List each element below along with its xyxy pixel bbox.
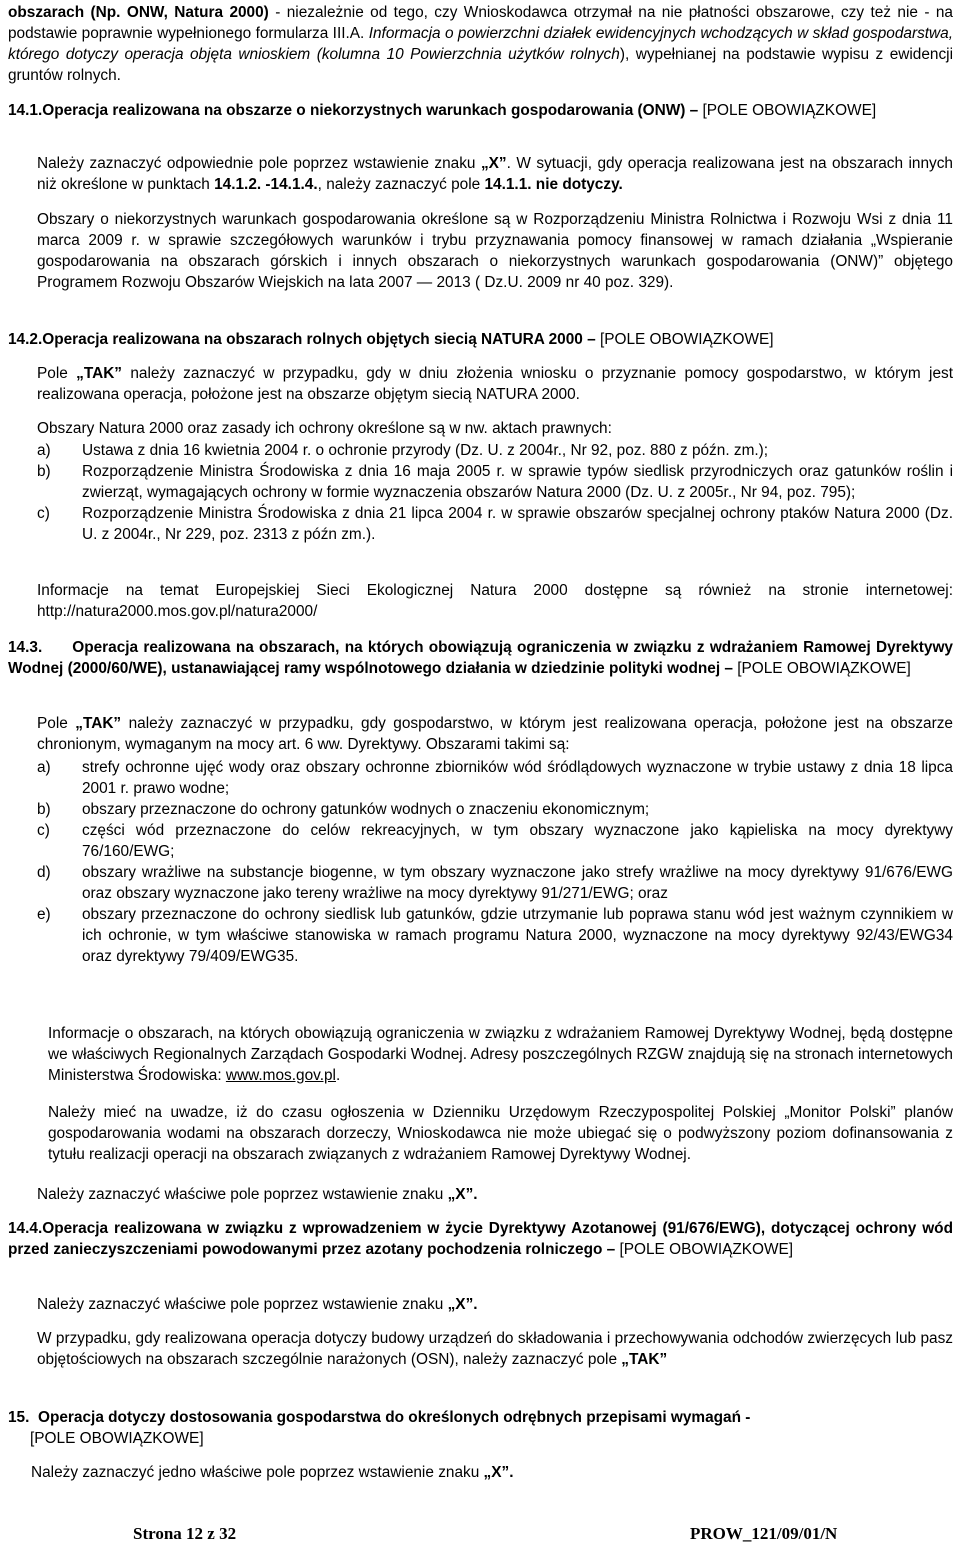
text: . W sytuacji, gdy operacja realizowana jest na obszarach innych niż określone w punktach [37,155,953,193]
list-marker: a) [37,759,51,776]
section-14-3-mark-instruction [37,1184,953,1205]
intro-text-end: ), wypełnianej na podstawie wypisu z ewidencji gruntów rolnych. [8,46,954,84]
list-item-text: obszary wrażliwe na substancje biogenne, w tym obszary wyznaczone jako strefy wrażliwe na mocy dyrektywy 91/676/EWG oraz obszary wyznaczone jako tereny wrażliwe na mocy dyrektywy 91/271/EWG; oraz [82,864,953,902]
section-title: Operacja realizowana na obszarach rolnych objętych siecią NATURA 2000 – [42,331,596,348]
section-15-heading [8,1407,953,1449]
list-item-text: Ustawa z dnia 16 kwietnia 2004 r. o ochronie przyrody (Dz. U. z 2004r., Nr 92, poz. 880 z późn. zm.); [82,442,769,459]
section-14-1-instruction [37,153,953,195]
text: W przypadku, gdy realizowana operacja dotyczy budowy urządzeń do składowania i przechowywania odchodów zwierzęcych lub pasz objętościowych na obszarach szczególnie narażonych (OSN), należy zaznaczyć pole [37,1330,953,1368]
ministry-website-link[interactable]: www.mos.gov.pl [225,1067,336,1084]
text: Należy zaznaczyć jedno właściwe pole poprzez wstawienie znaku [31,1464,484,1481]
mark-x: „X”. [483,1464,514,1481]
section-14-2-natura-info: Informacje na temat Europejskiej Sieci Ekologicznej Natura 2000 dostępne są również na stronie internetowej: http://natura2000.mos.gov.pl/natura2000/ [37,582,953,620]
text: . [335,1067,341,1084]
mark-x: „X”. [447,1186,478,1203]
section-14-1-regulation: Obszary o niekorzystnych warunkach gospodarowania określone są w Rozporządzeniu Ministra Rolnictwa i Rozwoju Wsi z dnia 11 marca 2009 r. w sprawie szczegółowych warunków i trybu przyznawania pomocy finansowej w ramach działania „Wspieranie gospodarowania na obszarach górskich i innych obszarach o niekorzystnych warunkach gospodarowania (ONW)” objętego Programem Rozwoju Obszarów Wiejskich na lata 2007 — 2013 ( Dz.U. 2009 nr 40 poz. 329). [37,211,953,291]
intro-paragraph [8,2,953,86]
section-14-1-heading [8,100,953,121]
mark-x: „X”. [447,1296,478,1313]
section-14-4-mark-instruction [37,1294,953,1315]
section-title: Operacja realizowana na obszarze o niekorzystnych warunkach gospodarowania (ONW) – [42,102,699,119]
section-14-2-instruction [37,363,953,405]
list-item-text: Rozporządzenie Ministra Środowiska z dnia 16 maja 2005 r. w sprawie typów siedlisk przyrodniczych oraz gatunków roślin i zwierząt, wymagających ochrony w formie wyznaczenia obszarów Natura 2000 (Dz. U. z 2005r., Nr 94, poz. 795); [82,463,953,501]
section-number: 15. [8,1409,30,1426]
section-14-4-osn-instruction [37,1328,953,1370]
section-14-3-instruction [37,713,953,755]
section-14-3-areas-list [37,757,953,967]
section-14-4-heading [8,1218,953,1260]
mandatory-field-tag: [POLE OBOWIĄZKOWE] [30,1430,204,1447]
list-marker: e) [37,906,51,923]
list-item-text: strefy ochronne ujęć wody oraz obszary ochronne zbiorników wód śródlądowych wyznaczone w trybie ustawy z dnia 18 lipca 2001 r. prawo wodne; [82,759,953,797]
mandatory-field-tag: [POLE OBOWIĄZKOWE] [737,660,911,677]
section-14-2-acts-list [37,440,953,545]
section-number: 14.2. [8,331,43,348]
text: Należy zaznaczyć właściwe pole poprzez wstawienie znaku [37,1186,448,1203]
section-14-3-notice: Należy mieć na uwadze, iż do czasu ogłoszenia w Dzienniku Urzędowym Rzeczypospolitej Polskiej „Monitor Polski” planów gospodarowania wodami na obszarach dorzeczy, Wnioskodawca nie może ubiegać się o podwyższony poziom dofinansowania z tytułu realizacji operacji na obszarach związanych z wdrażaniem Ramowej Dyrektywy Wodnej. [48,1104,953,1163]
section-title: Operacja dotyczy dostosowania gospodarstwa do określonych odrębnych przepisami wymagań - [38,1409,751,1426]
text: Należy zaznaczyć odpowiednie pole poprzez wstawienie znaku [37,155,481,172]
intro-italic-text: Informacja o powierzchni działek ewidencyjnych wchodzących w skład gospodarstwa, którego dotyczy operacja objęta wnioskiem (kolumna 10 Powierzchnia użytków rolnych [8,25,954,63]
list-item-text: Rozporządzenie Ministra Środowiska z dnia 21 lipca 2004 r. w sprawie obszarów specjalnej ochrony ptaków Natura 2000 (Dz. U. z 2004r., Nr 229, poz. 2313 z późn zm.). [82,505,953,543]
mandatory-field-tag: [POLE OBOWIĄZKOWE] [702,102,877,119]
section-number: 14.1. [8,102,43,119]
intro-text: - niezależnie od tego, czy Wnioskodawca otrzymał na nie płatności obszarowe, czy też nie - na podstawie poprawnie wypełnionego formularza III.A. [8,4,953,42]
list-item [37,904,953,967]
section-number: 14.3. [8,639,43,656]
not-applicable-field: 14.1.1. nie dotyczy. [484,176,623,193]
section-14-2-acts-intro: Obszary Natura 2000 oraz zasady ich ochrony określone są w nw. aktach prawnych: [37,420,612,437]
text: należy zaznaczyć w przypadku, gdy w dniu złożenia wniosku o przyznanie pomocy gospodarstwo, w którym jest realizowana operacja, położone jest na obszarze objętym siecią NATURA 2000. [37,365,953,403]
section-number: 14.4. [8,1220,43,1237]
text: należy zaznaczyć w przypadku, gdy gospodarstwo, w którym jest realizowana operacja, położone jest na obszarze chronionym, wymaganym na mocy art. 6 ww. Dyrektywy. Obszarami takimi są: [37,715,953,753]
section-15-instruction [31,1462,947,1483]
list-marker: c) [37,822,50,839]
mandatory-field-tag: [POLE OBOWIĄZKOWE] [599,331,774,348]
text: Pole [37,715,76,732]
text: , należy zaznaczyć pole [317,176,485,193]
list-item [37,440,953,461]
mandatory-field-tag: [POLE OBOWIĄZKOWE] [619,1241,794,1258]
list-item [37,799,953,820]
text: Należy zaznaczyć właściwe pole poprzez wstawienie znaku [37,1296,448,1313]
list-item [37,757,953,799]
mark-x: „X” [480,155,507,172]
list-marker: b) [37,463,51,480]
tak-field: „TAK” [76,365,123,382]
form-code: PROW_121/09/01/N [690,1524,838,1543]
tak-field: „TAK” [75,715,122,732]
section-14-3-heading [8,637,953,679]
point-range: 14.1.2. -14.1.4. [214,176,318,193]
list-item [37,862,953,904]
list-marker: a) [37,442,51,459]
page-number: Strona 12 z 32 [133,1524,237,1543]
list-marker: d) [37,864,51,881]
list-marker: b) [37,801,51,818]
section-14-2-heading [8,329,953,350]
section-14-3-rzgw-info [48,1023,953,1086]
intro-bold-text: obszarach (Np. ONW, Natura 2000) [8,4,269,21]
text: Informacje o obszarach, na których obowiązują ograniczenia w związku z wdrażaniem Ramowej Dyrektywy Wodnej, będą dostępne we właściwych Regionalnych Zarządach Gospodarki Wodnej. Adresy poszczególnych RZGW znajdują się na stronach internetowych Ministerstwa Środowiska: [48,1025,953,1084]
list-item-text: obszary przeznaczone do ochrony gatunków wodnych o znaczeniu ekonomicznym; [82,801,650,818]
list-marker: c) [37,505,50,522]
list-item-text: części wód przeznaczone do celów rekreacyjnych, w tym obszary wyznaczone jako kąpieliska na mocy dyrektywy 76/160/EWG; [82,822,953,860]
section-title: Operacja realizowana na obszarach, na których obowiązują ograniczenia w związku z wdrażaniem Ramowej Dyrektywy Wodnej (2000/60/WE), ustanawiającej ramy wspólnotowego działania w dziedzinie polityki wodnej – [8,639,953,677]
tak-field: „TAK” [621,1351,668,1368]
list-item-text: obszary przeznaczone do ochrony siedlisk lub gatunków, gdzie utrzymanie lub poprawa stanu wód jest ważnym czynnikiem w ich ochronie, w tym właściwe stanowiska w ramach programu Natura 2000, wyznaczone na mocy dyrektywy 92/43/EWG34 oraz dyrektywy 79/409/EWG35. [82,906,953,965]
list-item [37,503,953,545]
text: Pole [37,365,77,382]
list-item [37,461,953,503]
list-item [37,820,953,862]
section-title: Operacja realizowana w związku z wprowadzeniem w życie Dyrektywy Azotanowej (91/676/EWG), dotyczącej ochrony wód przed zanieczyszczeniami powodowanymi przez azotany pochodzenia rolniczego – [8,1220,953,1258]
